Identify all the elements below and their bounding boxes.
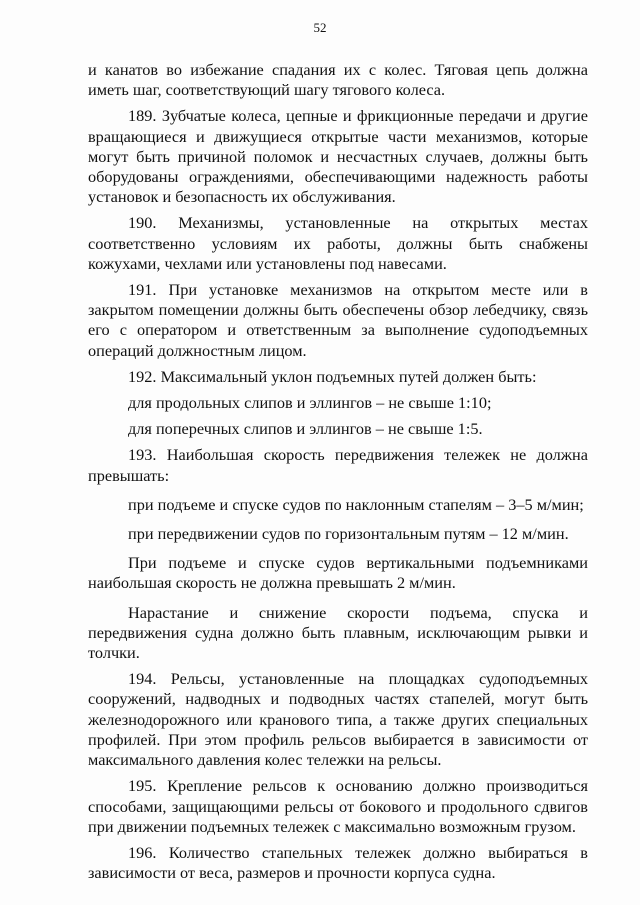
paragraph-192-item-transverse: для поперечных слипов и эллингов – не свыше 1:5. — [128, 419, 483, 439]
paragraph-193-item-horizontal: при передвижении судов по горизонтальным путям – 12 м/мин. — [128, 524, 569, 544]
page-number: 52 — [313, 20, 327, 35]
paragraph-196: 196. Количество стапельных тележек должно выбираться в зависимости от веса, размеров и прочности корпуса судна. — [88, 842, 588, 883]
paragraph-193-item-inclined: при подъеме и спуске судов по наклонным стапелям – 3–5 м/мин; — [128, 494, 584, 514]
paragraph-continuation: и канатов во избежание спадания их с колес. Тяговая цепь должна иметь шаг, соответствующий шагу тягового колеса. — [88, 60, 588, 100]
paragraph-194: 194. Рельсы, установленные на площадках судоподъемных сооружений, надводных и подводных частях стапелей, могут быть железнодорожного или кранового типа, а также других специальных профилей. При этом профиль рельсов выбирается в зависимости от максимального давления колес тележки на рельсы. — [88, 669, 588, 770]
paragraph-vertical-lifts: При подъеме и спуске судов вертикальными подъемниками наибольшая скорость не должна превышать 2 м/мин. — [88, 553, 588, 593]
paragraph-195: 195. Крепление рельсов к основанию должно производиться способами, защищающими рельсы от бокового и продольного сдвигов при движении подъемных тележек с максимально возможным грузом. — [88, 776, 588, 836]
paragraph-193: 193. Наибольшая скорость передвижения тележек не должна превышать: — [88, 445, 588, 485]
paragraph-192: 192. Максимальный уклон подъемных путей должен быть: — [128, 366, 537, 386]
paragraph-speed-change: Нарастание и снижение скорости подъема, спуска и передвижения судна должно быть плавным, исключающим рывки и толчки. — [88, 602, 588, 663]
paragraph-191: 191. При установке механизмов на открытом месте или в закрытом помещении должны быть обеспечены обзор лебедчику, связь его с оператором и ответственным за выполнение судоподъемных операций должностным лицом. — [88, 280, 588, 360]
paragraph-190: 190. Механизмы, установленные на открытых местах соответственно условиям их работы, должны быть снабжены кожухами, чехлами или установлены под навесами. — [88, 213, 588, 273]
paragraph-192-item-longitudinal: для продольных слипов и эллингов – не свыше 1:10; — [128, 393, 492, 413]
paragraph-189: 189. Зубчатые колеса, цепные и фрикционные передачи и другие вращающиеся и движущиеся открытые части механизмов, которые могут быть причиной поломок и несчастных случаев, должны быть оборудованы ограждениями, обеспечивающими надежность работы установок и безопасность их обслуживания. — [88, 106, 588, 207]
body-text — [88, 60, 588, 883]
